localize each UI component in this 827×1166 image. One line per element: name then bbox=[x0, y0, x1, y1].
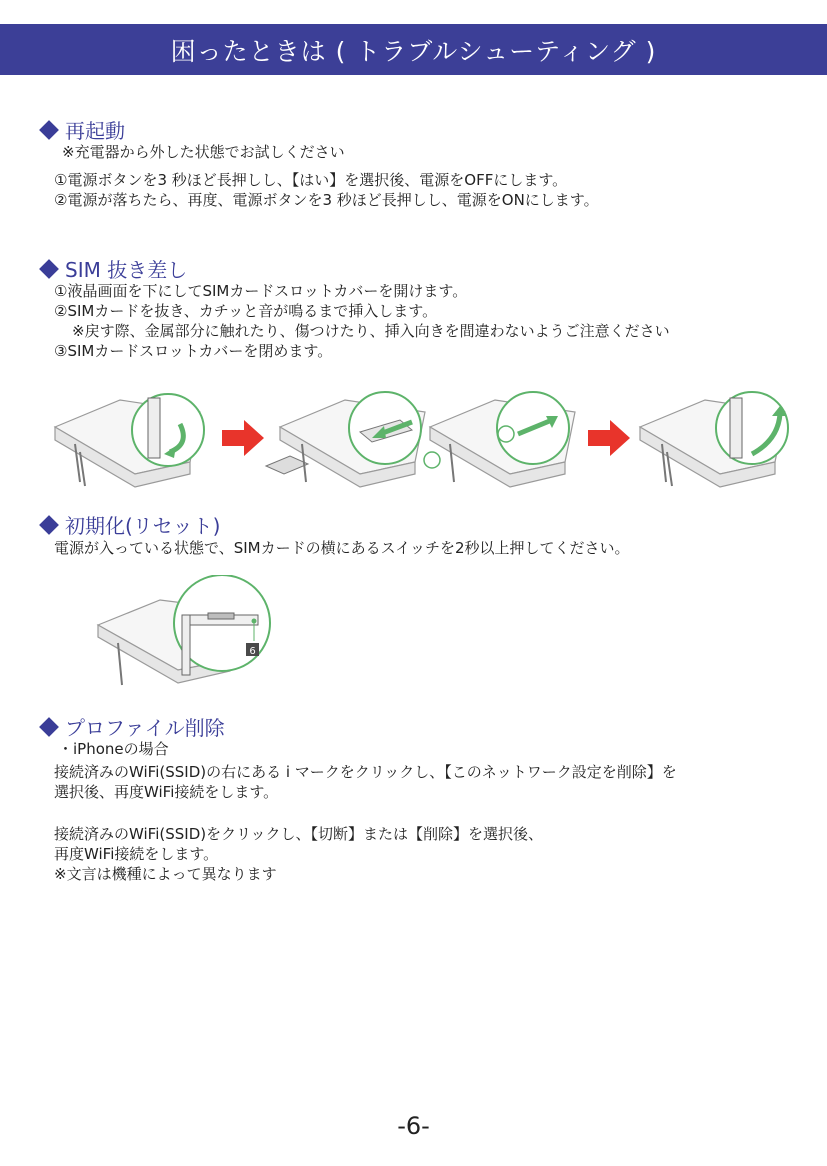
restart-step-2: ②電源が落ちたら、再度、電源ボタンを3 秒ほど長押しし、電源をONにします。 bbox=[54, 191, 599, 209]
other-line-1: 接続済みのWiFi(SSID)をクリックし、【切断】または【削除】を選択後、 bbox=[54, 825, 543, 843]
router-close-cover-image bbox=[640, 392, 788, 487]
router-remove-sim-image bbox=[266, 392, 425, 487]
iphone-line-2: 選択後、再度WiFi接続をします。 bbox=[54, 783, 279, 801]
section-title-restart bbox=[38, 115, 125, 144]
restart-step-1: ①電源ボタンを3 秒ほど長押しし、【はい】を選択後、電源をOFFにします。 bbox=[54, 171, 568, 189]
switch-marker-label: 6 bbox=[249, 646, 256, 657]
reset-switch-illustration bbox=[90, 575, 290, 690]
diamond-bullet-icon bbox=[39, 259, 59, 279]
page-title: 困ったときは ( トラブルシューティング ) bbox=[170, 36, 657, 66]
diamond-bullet-icon bbox=[39, 515, 59, 535]
reset-title-text: 初期化(リセット) bbox=[65, 514, 221, 538]
sim-step-2: ②SIMカードを抜き、カチッと音が鳴るまで挿入します。 bbox=[54, 302, 438, 320]
reset-instruction: 電源が入っている状態で、SIMカードの横にあるスイッチを2秒以上押してください。 bbox=[54, 539, 630, 557]
red-arrow-icon-1 bbox=[222, 420, 264, 456]
sim-steps-illustration bbox=[40, 382, 820, 492]
section-title-profile bbox=[38, 712, 225, 741]
iphone-label: ・iPhoneの場合 bbox=[58, 740, 169, 758]
diamond-bullet-icon bbox=[39, 717, 59, 737]
page-number: -6- bbox=[397, 1112, 430, 1140]
other-line-3: ※文言は機種によって異なります bbox=[54, 865, 277, 883]
other-line-2: 再度WiFi接続をします。 bbox=[54, 845, 219, 863]
red-arrow-icon-2 bbox=[588, 420, 630, 456]
router-insert-sim-image bbox=[424, 392, 575, 487]
sim-caution: ※戻す際、金属部分に触れたり、傷つけたり、挿入向きを間違わないようご注意ください bbox=[72, 322, 670, 340]
iphone-line-1: 接続済みのWiFi(SSID)の右にある i マークをクリックし、【このネットワーク設定を削除】を bbox=[54, 763, 677, 781]
sim-title-text: SIM 抜き差し bbox=[65, 258, 188, 282]
restart-note: ※充電器から外した状態でお試しください bbox=[62, 143, 345, 161]
profile-title-text: プロファイル削除 bbox=[65, 716, 225, 740]
section-title-reset bbox=[38, 510, 220, 539]
sim-step-3: ③SIMカードスロットカバーを閉めます。 bbox=[54, 342, 333, 360]
page-header bbox=[0, 24, 827, 75]
diamond-bullet-icon bbox=[39, 120, 59, 140]
sim-step-1: ①液晶画面を下にしてSIMカードスロットカバーを開けます。 bbox=[54, 282, 468, 300]
section-title-sim bbox=[38, 254, 187, 283]
restart-title-text: 再起動 bbox=[65, 119, 125, 143]
router-open-cover-image bbox=[55, 394, 204, 487]
